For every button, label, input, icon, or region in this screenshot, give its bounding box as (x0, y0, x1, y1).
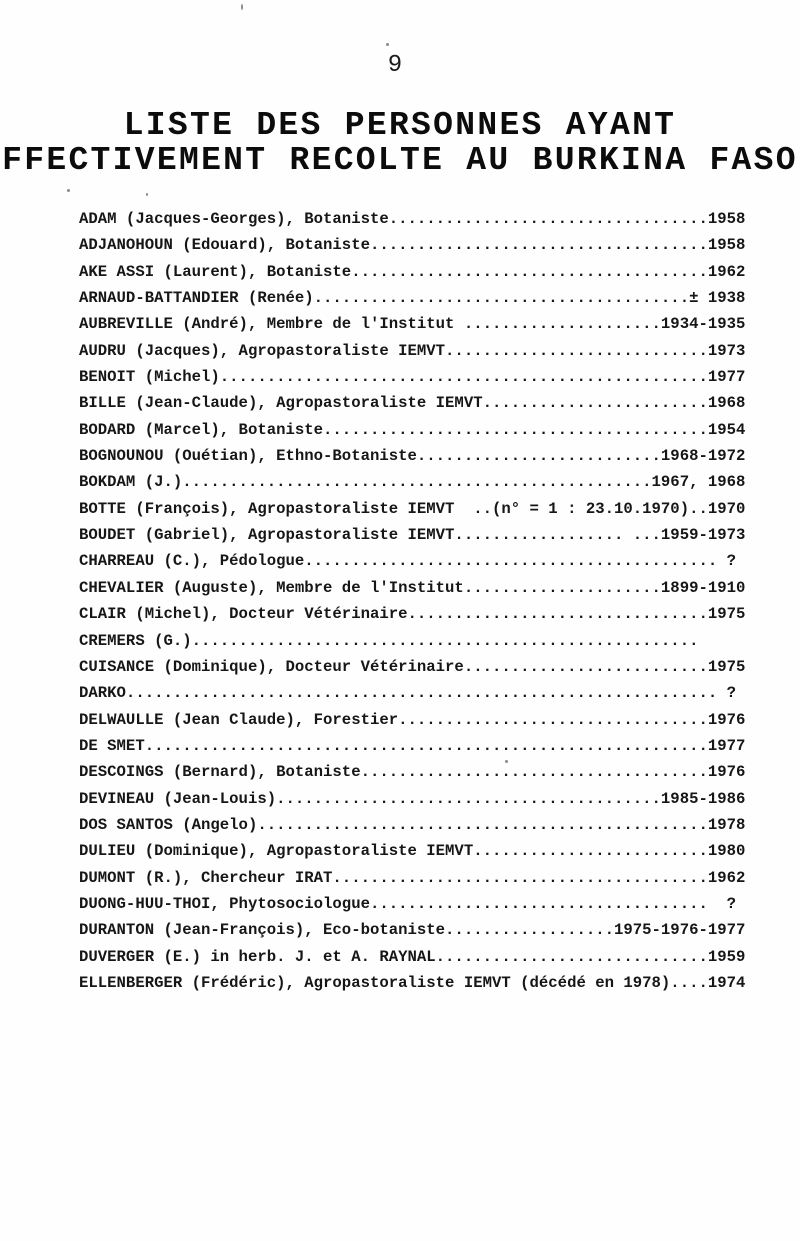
list-item: DESCOINGS (Bernard), Botaniste.....................................1976 (79, 763, 746, 782)
list-item: BODARD (Marcel), Botaniste.........................................1954 (79, 420, 746, 439)
collectors-list (79, 206, 779, 996)
list-item: CUISANCE (Dominique), Docteur Vétérinaire..........................1975 (79, 657, 746, 676)
list-item: AUBREVILLE (André), Membre de l'Institut .....................1934-1935 (79, 315, 746, 334)
title-line-1: LISTE DES PERSONNES AYANT (123, 107, 677, 144)
list-item: AKE ASSI (Laurent), Botaniste......................................1962 (79, 262, 746, 281)
list-item: BOKDAM (J.)..................................................1967, 1968 (79, 473, 746, 492)
list-item: ADAM (Jacques-Georges), Botaniste..................................1958 (79, 210, 746, 228)
scan-speck (67, 189, 70, 192)
list-item: CHARREAU (C.), Pédologue............................................ ? (79, 552, 737, 571)
list-item: DUVERGER (E.) in herb. J. et A. RAYNAL.............................1959 (79, 947, 746, 966)
page-number: 9 (387, 52, 403, 79)
title-line-2: FFECTIVEMENT RECOLTE AU BURKINA FASO (2, 142, 798, 179)
list-item: CLAIR (Michel), Docteur Vétérinaire................................1975 (79, 605, 746, 624)
list-item: BENOIT (Michel)....................................................1977 (79, 368, 746, 387)
list-item: DEVINEAU (Jean-Louis).........................................1985-1986 (79, 789, 746, 808)
list-item: ADJANOHOUN (Edouard), Botaniste....................................1958 (79, 236, 746, 255)
scan-speck (146, 193, 148, 196)
list-item: DUMONT (R.), Chercheur IRAT........................................1962 (79, 868, 746, 887)
list-item: DOS SANTOS (Angelo)................................................1978 (79, 815, 746, 834)
list-item: DURANTON (Jean-François), Eco-botaniste..................1975-1976-1977 (79, 921, 746, 940)
list-item: BOUDET (Gabriel), Agropastoraliste IEMVT.................. ...1959-1973 (79, 526, 746, 545)
list-item: BOGNOUNOU (Ouétian), Ethno-Botaniste..........................1968-1972 (79, 447, 746, 466)
list-item: DULIEU (Dominique), Agropastoraliste IEMVT.........................1980 (79, 842, 746, 861)
list-item: AUDRU (Jacques), Agropastoraliste IEMVT............................1973 (79, 341, 746, 360)
document-title (0, 108, 800, 178)
scan-speck (241, 4, 243, 10)
list-item: BILLE (Jean-Claude), Agropastoraliste IEMVT........................1968 (79, 394, 746, 413)
scan-speck (386, 43, 389, 46)
list-item: CREMERS (G.)...................................................... (79, 631, 699, 650)
list-item: DUONG-HUU-THOI, Phytosociologue.................................... ? (79, 894, 737, 913)
list-item: ELLENBERGER (Frédéric), Agropastoraliste IEMVT (décédé en 1978)....1974 (79, 973, 746, 992)
list-item: DE SMET............................................................1977 (79, 736, 746, 755)
list-item: ARNAUD-BATTANDIER (Renée)........................................± 1938 (79, 289, 746, 308)
list-item: BOTTE (François), Agropastoraliste IEMVT ..(n° = 1 : 23.10.1970)..1970 (79, 499, 746, 518)
list-item: DELWAULLE (Jean Claude), Forestier.................................1976 (79, 710, 746, 729)
list-item: CHEVALIER (Auguste), Membre de l'Institut.....................1899-1910 (79, 578, 746, 597)
list-item: DARKO............................................................... ? (79, 684, 737, 703)
